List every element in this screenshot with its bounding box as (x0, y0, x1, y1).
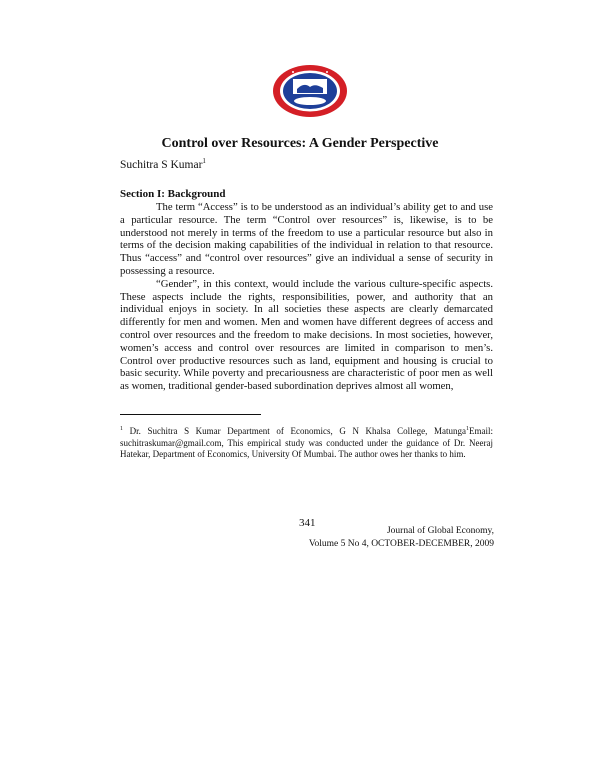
section-heading: Section I: Background (120, 188, 226, 200)
footnote-marker: 1 (202, 157, 206, 165)
author-name: Suchitra S Kumar$^1$ (120, 157, 206, 171)
body-text (120, 201, 493, 393)
paragraph: “Gender”, in this context, would include the various culture-specific aspects. These aspects include the rights, responsibilities, power, and authority that an individual enjoys in society. In all societies these aspects are clearly demarcated differently for men and women. Men and women have different degrees of access and control over resources and the freedom to make decisions. In most societies, however, women’s access and control over resources are limited in comparison to men’s. Control over productive resources such as land, equipment and housing is crucial to basic security. While poverty and precariousness are characteristic of poor men as well as women, traditional gender-based subordination deprives almost all women, (120, 277, 493, 393)
journal-issue: Volume 5 No 4, OCTOBER-DECEMBER, 2009 (308, 539, 494, 549)
footnote-text-1: Dr. Suchitra S Kumar Department of Economics, G N Khalsa College, Matunga (123, 426, 466, 436)
footnote-mark-2: 1 (466, 426, 469, 432)
article-title: Control over Resources: A Gender Perspective (161, 136, 439, 151)
page-number: 341 (299, 517, 316, 529)
paragraph: The term “Access” is to be understood as an individual’s ability get to and use a particular resource. The term “Control over resources” is, likewise, is to be understood not merely in terms of the freedom to use a particular resource but also in terms of the decision making capabilities of the individual in relation to that resource. Thus “access” and “control over resources” give an individual a sense of security in possessing a resource. (120, 201, 493, 277)
journal-logo-icon (271, 63, 349, 119)
footnote-text-2: Email: suchitraskumar@gmail.com, This empirical study was conducted under the guidance of Dr. Neeraj Hatekar, Department of Economics, University Of Mumbai. The author owes her thanks to him. (120, 426, 493, 459)
footnote-divider (120, 414, 261, 415)
journal-name: Journal of Global Economy, (386, 526, 494, 536)
footnote (120, 424, 493, 461)
journal-info (309, 525, 494, 551)
footnote-mark: 1 (120, 426, 123, 432)
